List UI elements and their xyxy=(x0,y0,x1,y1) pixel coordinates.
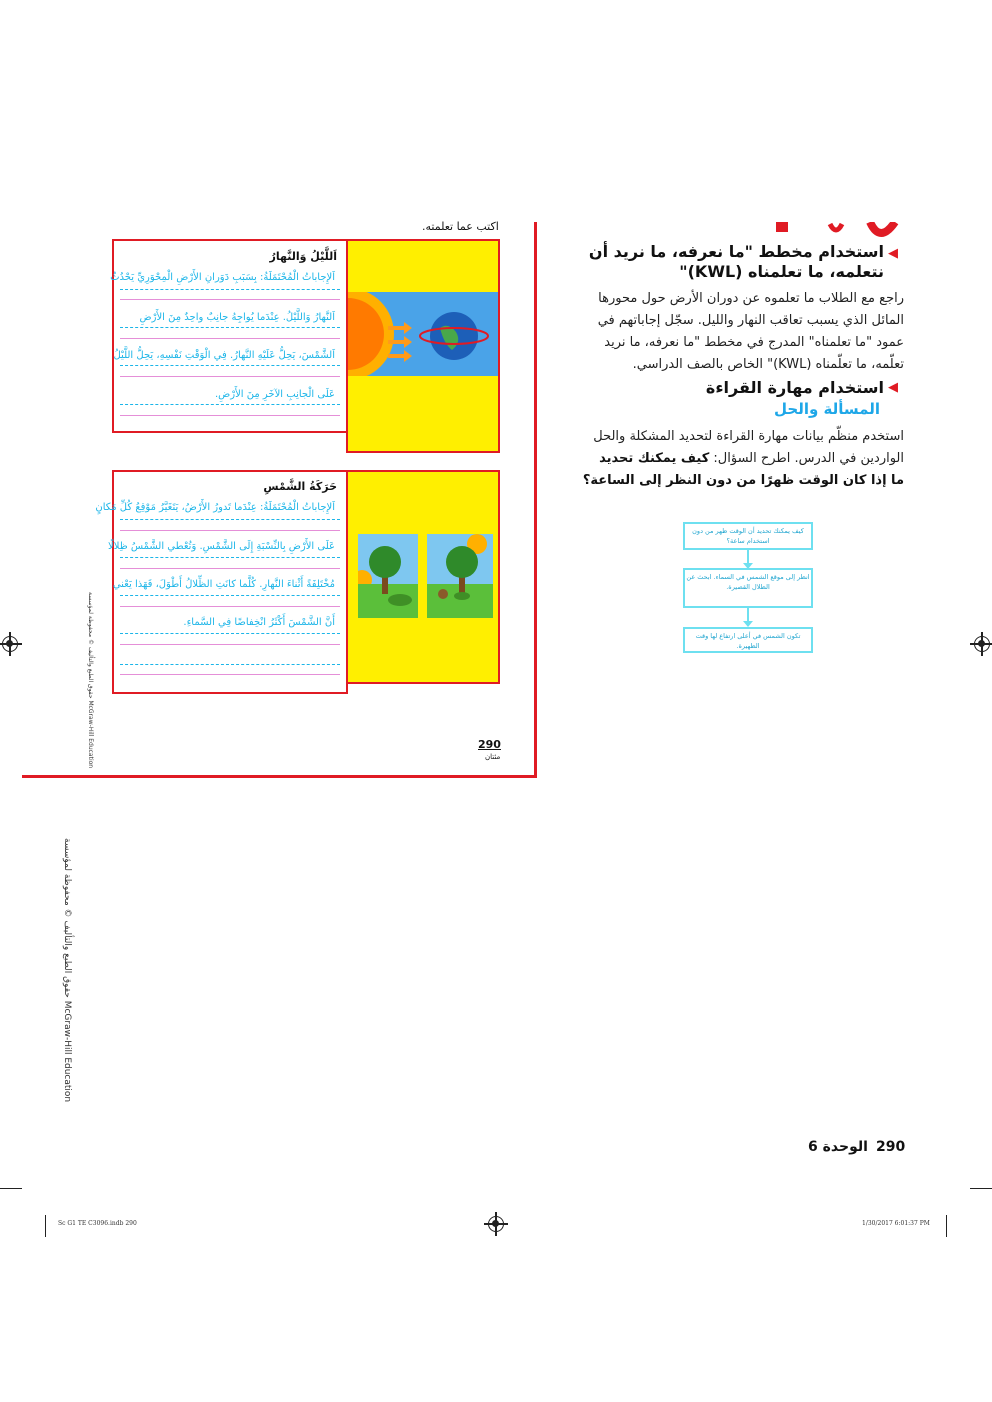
flowchart-question-box: كيف يمكنك تحديد أن الوقت ظهر من دون استخدام ساعة؟ xyxy=(683,522,813,550)
writing-rule xyxy=(120,519,340,520)
reading-skill-heading: استخدام مهارة القراءة xyxy=(705,378,884,397)
reading-skill-body xyxy=(582,426,904,492)
crop-mark xyxy=(970,1188,992,1189)
student-page-number-word: مئتان xyxy=(485,753,501,761)
reading-skill-body-text: استخدم منظّم بيانات مهارة القراءة لتحديد المشكلة والحل الواردين في الدرس. اطرح السؤال: xyxy=(593,429,904,466)
writing-rule xyxy=(120,633,340,634)
student-page-copyright: حقوق الطبع والتأليف © محفوظة لمؤسسة McGraw-Hill Education xyxy=(87,592,94,769)
writing-rule xyxy=(120,557,340,558)
answer-line: عَلَى الأَرْضِ بِالنِّسْبَةِ إِلَى الشَّمْسِ. وَتُعْطي الشَّمْسُ ظِلالًا xyxy=(108,541,335,552)
problem-solution-subheading: المسألة والحل xyxy=(774,400,880,418)
writing-rule xyxy=(120,404,340,405)
flowchart-arrow xyxy=(747,608,749,622)
sun-movement-card-title: حَرَكَةُ الشَّمْسِ xyxy=(263,480,337,493)
print-timestamp: 1/30/2017 6:01:37 PM xyxy=(862,1220,930,1227)
night-day-card-title: اَللَّيْلُ وَالنَّهارُ xyxy=(269,250,337,263)
student-page-thumbnail xyxy=(22,222,537,778)
writing-rule xyxy=(120,365,340,366)
writing-rule xyxy=(120,674,340,675)
writing-rule xyxy=(120,415,340,416)
registration-mark-icon xyxy=(2,636,18,652)
reading-skill-question: كيف يمكنك تحديد ما إذا كان الوقت ظهرًا من دون النظر إلى الساعة؟ xyxy=(582,451,904,488)
crop-mark xyxy=(45,1215,46,1237)
section-bullet-icon: ◀ xyxy=(888,380,898,395)
writing-rule xyxy=(120,568,340,569)
flowchart-solution-box: تكون الشمس في أعلى ارتفاع لها وقت الظهيرة. xyxy=(683,627,813,653)
tree-shadow-illustration xyxy=(427,534,493,618)
kwl-section-heading: استخدام مخطط "ما نعرفه، ما نريد أن نتعلمه، ما تعلمناه (KWL)" xyxy=(588,242,884,281)
answer-line: عَلَى الْجانِبِ الآخَرِ مِنَ الأَرْضِ. xyxy=(215,389,335,400)
kwl-section-body: راجع مع الطلاب ما تعلموه عن دوران الأرض حول محورها المائل الذي يسبب تعاقب النهار والليل. سجّل إجاباتهم في عمود "ما تعلمناه" المدرج في مخطط "ما نعرفه، ما نريد تعلّمه، ما تعلّمناه (KWL)" الخاص بالصف الدراسي. xyxy=(597,291,904,372)
teacher-page-number: 290 xyxy=(876,1139,906,1155)
flowchart-arrow xyxy=(747,550,749,564)
writing-rule xyxy=(120,376,340,377)
writing-rule xyxy=(120,299,340,300)
earth-sun-illustration xyxy=(348,292,498,376)
registration-mark-icon xyxy=(488,1216,504,1232)
flowchart-step-box: انظر إلى موقع الشمس في السماء. ابحث عن الظلال القصيرة. xyxy=(683,568,813,608)
page-copyright: حقوق الطبع والتأليف © محفوظة لمؤسسة McGraw-Hill Education xyxy=(62,838,72,1103)
answer-line: أَنَّ الشَّمْسَ أَكْثَرُ انْخِفاضًا فِي السَّماءِ. xyxy=(183,617,335,628)
tree-shadow-illustration xyxy=(358,534,418,618)
writing-rule xyxy=(120,606,340,607)
answer-line: اَلإِجاباتُ الْمُحْتَمَلَةُ: بِسَبَبِ دَوَرانِ الأَرْضِ الْمِحْوَرِيِّ يَحْدُثُ xyxy=(110,272,335,283)
crop-mark xyxy=(0,1188,22,1189)
registration-mark-icon xyxy=(974,636,990,652)
writing-rule xyxy=(120,644,340,645)
student-page-prompt: اكتب عما تعلمته. xyxy=(422,220,499,233)
writing-rule xyxy=(120,289,340,290)
crop-mark xyxy=(946,1215,947,1237)
student-page-number: 290 xyxy=(478,738,501,751)
writing-rule xyxy=(120,327,340,328)
answer-line: اَلإِجاباتُ الْمُحْتَمَلَةُ: عِنْدَما تَدورُ الأَرْضُ، يَتَغَيَّرُ مَوْقِعُ كُلِّ مَكانٍ xyxy=(95,502,335,513)
answer-line: اَلنَّهارُ وَاللَّيْلُ. عِنْدَما يُواجِهُ جانِبٌ واحِدٌ مِنَ الأَرْضِ xyxy=(139,312,335,323)
unit-label: الوحدة 6 xyxy=(808,1139,868,1155)
writing-rule xyxy=(120,338,340,339)
writing-rule xyxy=(120,664,340,665)
section-bullet-icon: ◀ xyxy=(888,246,898,261)
answer-line: اَلشَّمْسَ، يَحِلُّ عَلَيْهِ النَّهارُ. فِي الْوَقْتِ نَفْسِهِ، يَحِلُّ اللَّيْلُ xyxy=(113,350,335,361)
writing-rule xyxy=(120,530,340,531)
writing-rule xyxy=(120,595,340,596)
file-slug: Sc G1 TE C3096.indb 290 xyxy=(58,1220,137,1227)
answer-line: مُخْتَلِفَةً أَثْناءَ النَّهارِ. كُلَّما كانَتِ الظِّلالُ أَطْوَلَ، فَهَذا يَعْني xyxy=(112,579,335,590)
